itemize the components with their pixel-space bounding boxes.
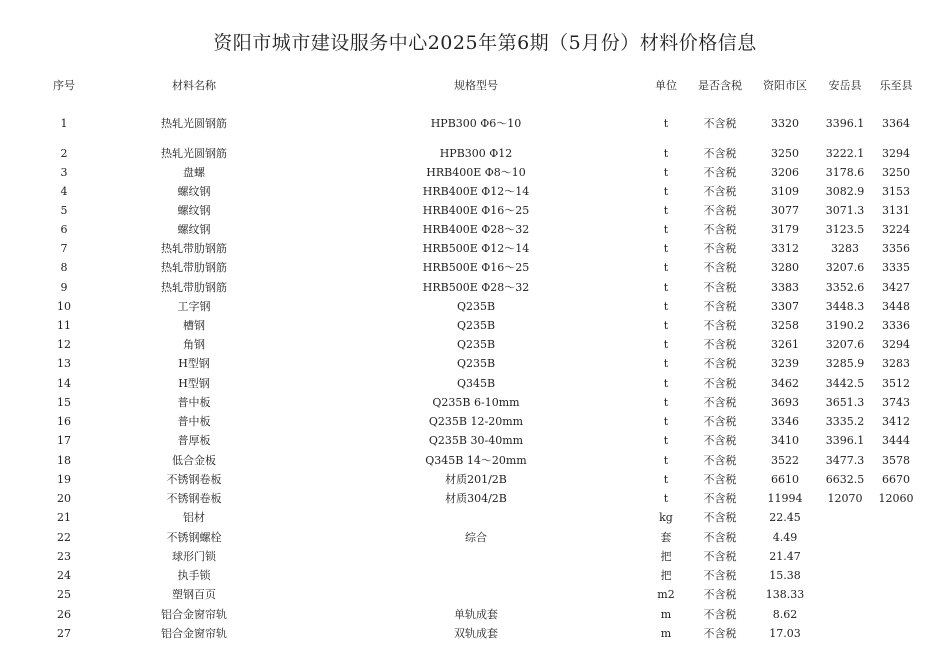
col-anyue-cell: 3178.6 [825,166,865,179]
col-ziyang-cell: 3410 [771,434,799,447]
col-anyue-cell: 3651.3 [825,396,865,409]
col-material-name-cell: 螺纹钢 [177,204,211,217]
col-anyue-cell: 3123.5 [825,223,865,236]
col-anyue-cell: 3477.3 [825,454,865,467]
col-index-cell: 6 [60,223,68,236]
col-material-name-cell: 低合金板 [172,454,216,467]
col-unit-cell: t [663,454,669,467]
col-spec-cell: Q235B [456,319,496,332]
col-spec-cell: HRB400E Φ8～10 [426,166,526,179]
col-tax-cell: 不含税 [703,242,737,255]
col-index-cell: 11 [57,319,71,332]
col-lezhi-cell: 3224 [882,223,910,236]
col-tax-cell: 不含税 [703,166,737,179]
col-material-name-cell: 塑钢百页 [172,588,216,601]
col-tax-cell: 不含税 [703,454,737,467]
col-spec-cell: HRB400E Φ16～25 [422,204,530,217]
col-spec-cell: Q345B 14～20mm [425,454,527,467]
col-unit-cell: m [660,608,672,621]
col-unit-cell: t [663,185,669,198]
col-tax-cell: 不含税 [703,319,737,332]
col-tax-cell: 不含税 [703,377,737,390]
col-unit-cell: t [663,223,669,236]
col-unit-cell: 把 [660,550,672,563]
col-index-cell: 4 [60,185,68,198]
col-lezhi-cell: 3412 [882,415,910,428]
col-tax-cell: 不含税 [703,415,737,428]
col-lezhi-cell: 3356 [882,242,910,255]
header-col-tax: 是否含税 [698,79,742,92]
col-unit-cell: t [663,117,669,130]
col-tax-cell: 不含税 [703,223,737,236]
page-title: 资阳市城市建设服务中心2025年第6期（5月份）材料价格信息 [213,32,757,54]
col-material-name-cell: 热轧带肋钢筋 [161,242,227,255]
col-lezhi-cell: 3427 [882,281,910,294]
col-tax-cell: 不含税 [703,627,737,640]
col-tax-cell: 不含税 [703,261,737,274]
col-tax-cell: 不含税 [703,608,737,621]
col-material-name-cell: 角钢 [183,338,205,351]
col-index-cell: 7 [60,242,68,255]
col-index-cell: 26 [57,608,71,621]
col-lezhi-cell: 3153 [882,185,910,198]
col-ziyang-cell: 3320 [771,117,799,130]
col-anyue-cell: 12070 [827,492,863,505]
col-spec-cell: Q235B [456,300,496,313]
col-tax-cell: 不含税 [703,511,737,524]
col-ziyang-cell: 4.49 [772,531,798,544]
col-anyue-cell: 3207.6 [825,261,865,274]
col-tax-cell: 不含税 [703,204,737,217]
col-ziyang-cell: 3346 [771,415,799,428]
col-index-cell: 19 [57,473,71,486]
col-index-cell: 18 [57,454,71,467]
col-unit-cell: 套 [660,531,672,544]
col-unit-cell: kg [659,511,673,524]
col-lezhi-cell: 3444 [882,434,910,447]
col-material-name-cell: 热轧带肋钢筋 [161,281,227,294]
col-anyue-cell: 3448.3 [825,300,865,313]
col-unit-cell: t [663,396,669,409]
col-index-cell: 15 [57,396,71,409]
col-anyue-cell: 3396.1 [825,117,865,130]
col-tax-cell: 不含税 [703,434,737,447]
col-anyue-cell: 3396.1 [825,434,865,447]
col-index-cell: 25 [57,588,71,601]
col-index-cell: 20 [57,492,71,505]
col-lezhi-cell: 3364 [882,117,910,130]
col-tax-cell: 不含税 [703,185,737,198]
col-index-cell: 9 [60,281,68,294]
col-index-cell: 8 [60,261,68,274]
col-lezhi-cell: 3250 [882,166,910,179]
col-tax-cell: 不含税 [703,492,737,505]
col-material-name-cell: 铝材 [183,511,205,524]
col-tax-cell: 不含税 [703,588,737,601]
header-col-spec: 规格型号 [454,79,498,92]
col-lezhi-cell: 12060 [878,492,914,505]
col-material-name-cell: 普中板 [177,415,211,428]
col-ziyang-cell: 3307 [771,300,799,313]
col-ziyang-cell: 3522 [771,454,799,467]
col-index-cell: 16 [57,415,71,428]
col-material-name-cell: 铝合金窗帘轨 [161,627,227,640]
col-anyue-cell: 3071.3 [825,204,865,217]
col-material-name-cell: 普中板 [177,396,211,409]
col-tax-cell: 不含税 [703,147,737,160]
header-col-lezhi: 乐至县 [879,79,913,92]
col-tax-cell: 不含税 [703,357,737,370]
col-material-name-cell: 螺纹钢 [177,185,211,198]
col-ziyang-cell: 22.45 [769,511,801,524]
col-ziyang-cell: 138.33 [765,588,805,601]
col-ziyang-cell: 3280 [771,261,799,274]
col-spec-cell: HPB300 Φ6～10 [430,117,522,130]
col-material-name-cell: 槽钢 [183,319,205,332]
col-anyue-cell: 3352.6 [825,281,865,294]
col-index-cell: 3 [60,166,68,179]
col-tax-cell: 不含税 [703,550,737,563]
col-index-cell: 13 [57,357,71,370]
col-spec-cell: 单轨成套 [454,608,498,621]
col-index-cell: 1 [60,117,68,130]
col-material-name-cell: 不锈钢卷板 [166,473,222,486]
col-tax-cell: 不含税 [703,117,737,130]
col-tax-cell: 不含税 [703,281,737,294]
col-unit-cell: t [663,357,669,370]
col-index-cell: 10 [57,300,71,313]
col-unit-cell: t [663,377,669,390]
col-unit-cell: t [663,242,669,255]
col-unit-cell: 把 [660,569,672,582]
col-tax-cell: 不含税 [703,569,737,582]
col-material-name-cell: 铝合金窗帘轨 [161,608,227,621]
header-col-ziyang: 资阳市区 [763,79,807,92]
header-col-unit: 单位 [655,79,677,92]
col-unit-cell: t [663,338,669,351]
col-spec-cell: 综合 [465,531,487,544]
col-material-name-cell: H型钢 [178,377,210,390]
col-anyue-cell: 3442.5 [825,377,865,390]
col-material-name-cell: H型钢 [178,357,210,370]
col-material-name-cell: 螺纹钢 [177,223,211,236]
col-spec-cell: Q235B [456,338,496,351]
col-tax-cell: 不含税 [703,396,737,409]
col-tax-cell: 不含税 [703,338,737,351]
col-material-name-cell: 热轧带肋钢筋 [161,261,227,274]
col-index-cell: 14 [57,377,71,390]
col-lezhi-cell: 3294 [882,147,910,160]
col-ziyang-cell: 3693 [771,396,799,409]
col-index-cell: 24 [57,569,71,582]
col-lezhi-cell: 6670 [882,473,910,486]
col-ziyang-cell: 3109 [771,185,799,198]
col-lezhi-cell: 3336 [882,319,910,332]
col-unit-cell: t [663,473,669,486]
col-material-name-cell: 执手锁 [177,569,211,582]
col-material-name-cell: 不锈钢卷板 [166,492,222,505]
col-index-cell: 12 [57,338,71,351]
col-index-cell: 27 [57,627,71,640]
col-spec-cell: Q235B 6-10mm [432,396,520,409]
col-unit-cell: t [663,319,669,332]
col-anyue-cell: 3285.9 [825,357,865,370]
col-material-name-cell: 盘螺 [183,166,205,179]
col-spec-cell: Q235B 30-40mm [428,434,524,447]
col-unit-cell: t [663,492,669,505]
col-unit-cell: t [663,415,669,428]
col-ziyang-cell: 11994 [767,492,803,505]
col-unit-cell: t [663,204,669,217]
col-lezhi-cell: 3743 [882,396,910,409]
header-col-index: 序号 [53,79,75,92]
col-anyue-cell: 6632.5 [825,473,865,486]
col-index-cell: 23 [57,550,71,563]
col-material-name-cell: 球形门锁 [172,550,216,563]
col-spec-cell: 材质201/2B [445,473,507,486]
col-tax-cell: 不含税 [703,473,737,486]
col-ziyang-cell: 8.62 [772,608,798,621]
col-ziyang-cell: 3258 [771,319,799,332]
col-ziyang-cell: 6610 [771,473,799,486]
col-lezhi-cell: 3283 [882,357,910,370]
col-unit-cell: t [663,281,669,294]
col-ziyang-cell: 3312 [771,242,799,255]
col-ziyang-cell: 17.03 [769,627,801,640]
col-unit-cell: t [663,147,669,160]
col-index-cell: 5 [60,204,68,217]
col-material-name-cell: 不锈钢螺栓 [166,531,222,544]
col-material-name-cell: 工字钢 [177,300,211,313]
col-spec-cell: Q235B [456,357,496,370]
col-spec-cell: HRB500E Φ28～32 [422,281,530,294]
col-spec-cell: HRB500E Φ16～25 [422,261,530,274]
col-unit-cell: m [660,627,672,640]
col-ziyang-cell: 3077 [771,204,799,217]
col-unit-cell: t [663,434,669,447]
col-lezhi-cell: 3448 [882,300,910,313]
col-index-cell: 22 [57,531,71,544]
col-unit-cell: t [663,300,669,313]
col-anyue-cell: 3222.1 [825,147,865,160]
col-lezhi-cell: 3512 [882,377,910,390]
col-tax-cell: 不含税 [703,300,737,313]
header-col-anyue: 安岳县 [828,79,862,92]
col-spec-cell: 双轨成套 [454,627,498,640]
col-anyue-cell: 3283 [831,242,859,255]
col-spec-cell: Q235B 12-20mm [428,415,524,428]
col-lezhi-cell: 3131 [882,204,910,217]
col-unit-cell: t [663,166,669,179]
col-spec-cell: 材质304/2B [445,492,507,505]
col-lezhi-cell: 3578 [882,454,910,467]
col-ziyang-cell: 3206 [771,166,799,179]
col-spec-cell: Q345B [456,377,496,390]
col-unit-cell: m2 [657,588,675,601]
col-lezhi-cell: 3335 [882,261,910,274]
col-index-cell: 21 [57,511,71,524]
col-ziyang-cell: 15.38 [769,569,801,582]
col-ziyang-cell: 3462 [771,377,799,390]
col-ziyang-cell: 3239 [771,357,799,370]
col-anyue-cell: 3207.6 [825,338,865,351]
col-index-cell: 17 [57,434,71,447]
col-unit-cell: t [663,261,669,274]
col-lezhi-cell: 3294 [882,338,910,351]
col-ziyang-cell: 3179 [771,223,799,236]
col-tax-cell: 不含税 [703,531,737,544]
col-spec-cell: HRB400E Φ12～14 [422,185,530,198]
col-anyue-cell: 3190.2 [825,319,865,332]
col-ziyang-cell: 3250 [771,147,799,160]
col-ziyang-cell: 3383 [771,281,799,294]
col-spec-cell: HRB400E Φ28～32 [422,223,530,236]
col-anyue-cell: 3082.9 [825,185,865,198]
col-material-name-cell: 热轧光圆钢筋 [161,147,227,160]
col-material-name-cell: 热轧光圆钢筋 [161,117,227,130]
header-col-material-name: 材料名称 [172,79,216,92]
col-ziyang-cell: 3261 [771,338,799,351]
col-ziyang-cell: 21.47 [769,550,801,563]
col-material-name-cell: 普厚板 [177,434,211,447]
col-spec-cell: HPB300 Φ12 [439,147,513,160]
col-anyue-cell: 3335.2 [825,415,865,428]
col-spec-cell: HRB500E Φ12～14 [422,242,530,255]
col-index-cell: 2 [60,147,68,160]
